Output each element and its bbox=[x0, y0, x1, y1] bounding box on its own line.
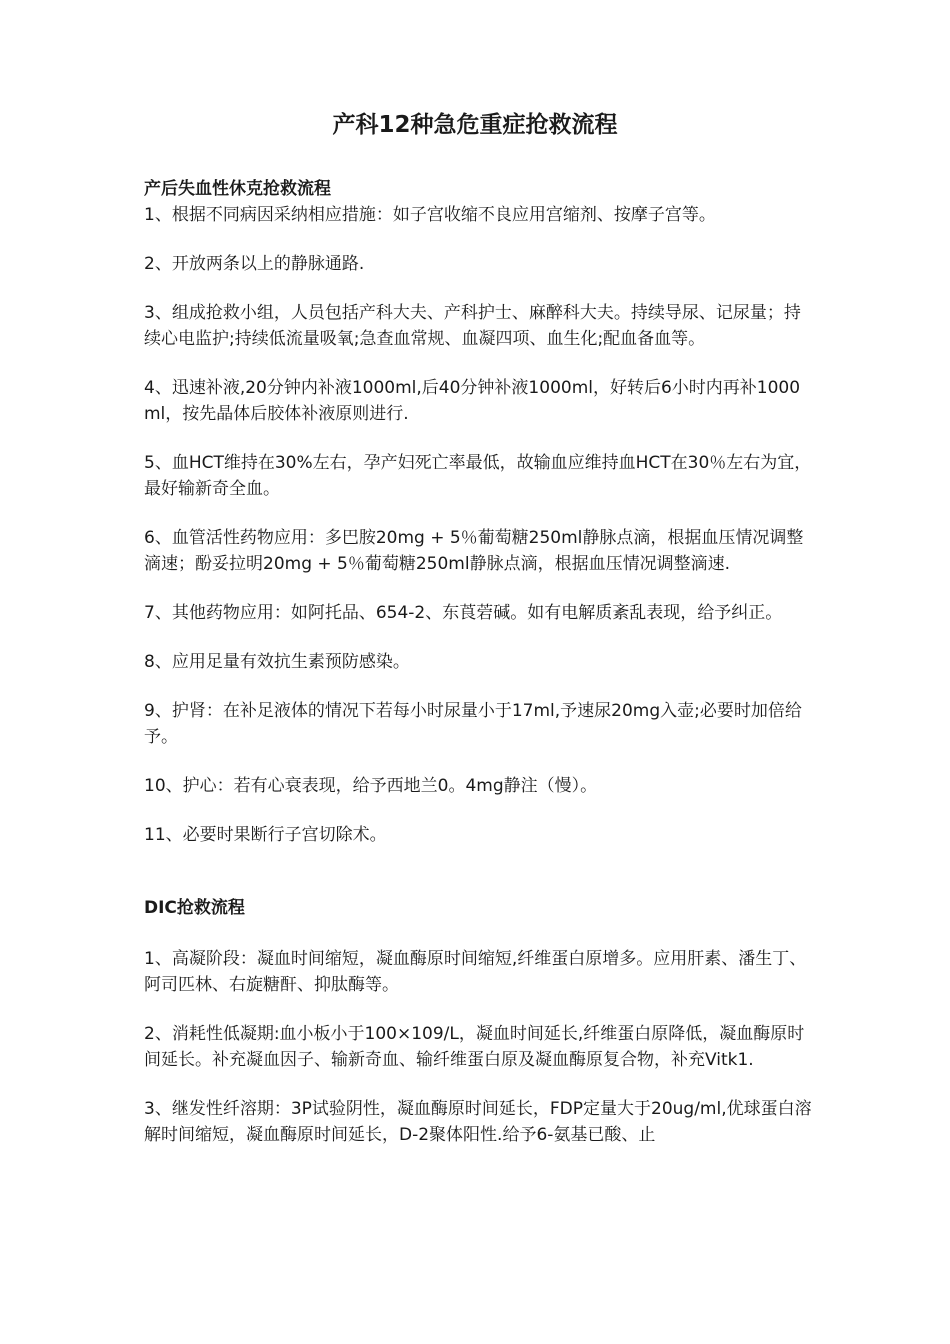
paragraph: 4、迅速补液,20分钟内补液1000ml,后40分钟补液1000ml，好转后6小时内再补1000ml，按先晶体后胶体补液原则进行. bbox=[144, 378, 801, 424]
paragraph: 11、必要时果断行子宫切除术。 bbox=[144, 825, 387, 845]
paragraph: 1、根据不同病因采纳相应措施：如子宫收缩不良应用宫缩剂、按摩子宫等。 bbox=[144, 205, 716, 225]
section-dic bbox=[144, 895, 812, 1148]
paragraph: 7、其他药物应用：如阿托品、654-2、东莨菪碱。如有电解质紊乱表现，给予纠正。 bbox=[144, 603, 783, 623]
paragraph: 2、消耗性低凝期:血小板小于100×109/L，凝血时间延长,纤维蛋白原降低，凝血酶原时间延长。补充凝血因子、输新奇血、输纤维蛋白原及凝血酶原复合物，补充Vitk1. bbox=[144, 1024, 805, 1070]
section-heading: 产后失血性休克抢救流程 bbox=[144, 179, 331, 199]
section-postpartum-shock bbox=[144, 176, 812, 848]
paragraph: 10、护心：若有心衰表现，给予西地兰0。4mg静注（慢）。 bbox=[144, 776, 598, 796]
paragraph: 1、高凝阶段：凝血时间缩短，凝血酶原时间缩短,纤维蛋白原增多。应用肝素、潘生丁、阿司匹林、右旋糖酐、抑肽酶等。 bbox=[144, 949, 807, 995]
document-title: 产科12种急危重症抢救流程 bbox=[332, 112, 618, 138]
paragraph: 2、开放两条以上的静脉通路. bbox=[144, 254, 365, 274]
paragraph: 9、护肾：在补足液体的情况下若每小时尿量小于17ml,予速尿20mg入壶;必要时加倍给予。 bbox=[144, 701, 802, 747]
paragraph: 3、组成抢救小组，人员包括产科大夫、产科护士、麻醉科大夫。持续导尿、记尿量；持续心电监护;持续低流量吸氧;急查血常规、血凝四项、血生化;配血备血等。 bbox=[144, 303, 801, 349]
paragraph: 6、血管活性药物应用：多巴胺20mg + 5％葡萄糖250ml静脉点滴，根据血压情况调整滴速；酚妥拉明20mg + 5％葡萄糖250ml静脉点滴，根据血压情况调整滴速. bbox=[144, 528, 804, 574]
document-body bbox=[144, 176, 812, 1148]
paragraph: 8、应用足量有效抗生素预防感染。 bbox=[144, 652, 410, 672]
section-heading: DIC抢救流程 bbox=[144, 898, 245, 918]
paragraph: 3、继发性纤溶期：3P试验阴性，凝血酶原时间延长，FDP定量大于20ug/ml,优球蛋白溶解时间缩短，凝血酶原时间延长，D-2聚体阳性.给予6-氨基已酸、止 bbox=[144, 1099, 812, 1145]
paragraph: 5、血HCT维持在30%左右，孕产妇死亡率最低，故输血应维持血HCT在30％左右为宜，最好输新奇全血。 bbox=[144, 453, 812, 499]
